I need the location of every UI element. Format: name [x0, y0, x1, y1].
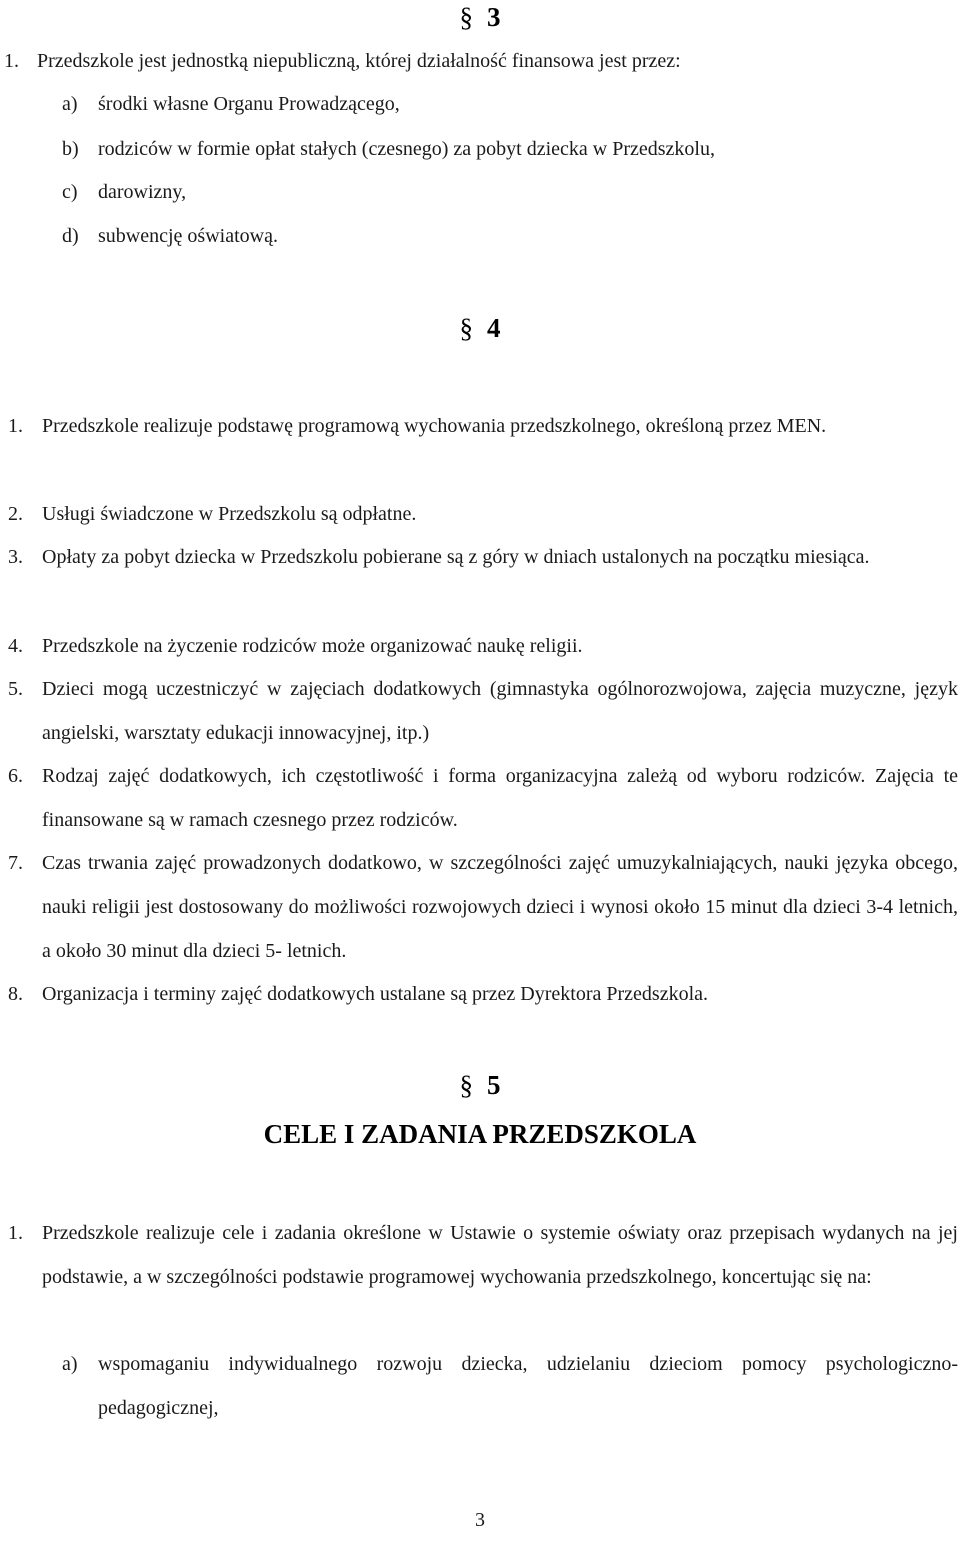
- item-number: 1.: [8, 1222, 23, 1244]
- item-number: b): [62, 138, 79, 160]
- item-text: Przedszkole jest jednostką niepubliczną, której działalność finansowa jest przez:: [37, 50, 681, 72]
- item-number: 6.: [8, 765, 23, 787]
- section-5-mark: [0, 1070, 960, 1100]
- section-4-item-5: [8, 667, 958, 755]
- item-text: darowizny,: [98, 181, 187, 203]
- item-number: a): [62, 1353, 78, 1375]
- item-text: Opłaty za pobyt dziecka w Przedszkolu pobierane są z góry w dniach ustalonych na początku miesiąca.: [42, 546, 870, 568]
- section-5-item-1: [8, 1211, 958, 1299]
- section-3-item-c: [62, 170, 922, 214]
- section-4-item-6: [8, 754, 958, 842]
- page-number: 3: [475, 1509, 485, 1531]
- section-4-item-7: [8, 841, 958, 973]
- section-4-item-2: [8, 492, 958, 536]
- section-symbol: §: [459, 2, 473, 32]
- section-4-item-1: [8, 404, 958, 448]
- section-3-item-a: [62, 82, 922, 126]
- section-3-mark: [0, 2, 960, 32]
- item-text: subwencję oświatową.: [98, 225, 278, 247]
- item-text: środki własne Organu Prowadzącego,: [98, 93, 400, 115]
- section-4-mark: [0, 313, 960, 343]
- item-number: 1.: [4, 50, 19, 72]
- item-number: 2.: [8, 503, 23, 525]
- item-text: Czas trwania zajęć prowadzonych dodatkowo, w szczególności zajęć umuzykalniających, nauki języka obcego, nauki religii jest dostosowany do możliwości rozwojowych dzieci i wynosi około 15 minut dla dzieci 3-4 letnich, a około 30 minut dla dzieci 5- letnich.: [42, 852, 958, 962]
- section-number: 5: [487, 1070, 501, 1100]
- item-number: 4.: [8, 635, 23, 657]
- item-text: Przedszkole realizuje cele i zadania określone w Ustawie o systemie oświaty oraz przepisach wydanych na jej podstawie, a w szczególności podstawie programowej wychowania przedszkolnego, koncertując się na:: [42, 1222, 958, 1288]
- section-5-heading: CELE I ZADANIA PRZEDSZKOLA: [263, 1119, 697, 1149]
- item-number: 5.: [8, 678, 23, 700]
- section-5-item-a: [62, 1342, 958, 1430]
- item-text: Organizacja i terminy zajęć dodatkowych ustalane są przez Dyrektora Przedszkola.: [42, 983, 709, 1005]
- section-3-item-b: [62, 127, 922, 171]
- item-number: c): [62, 181, 78, 203]
- section-4-item-4: [8, 624, 958, 668]
- item-number: 1.: [8, 415, 23, 437]
- section-3-item-1: [4, 39, 904, 83]
- item-number: a): [62, 93, 78, 115]
- item-number: 7.: [8, 852, 23, 874]
- section-symbol: §: [459, 1070, 473, 1100]
- section-4-item-3: [8, 535, 958, 579]
- item-text: Przedszkole realizuje podstawę programową wychowania przedszkolnego, określoną przez MEN.: [42, 415, 827, 437]
- item-text: Przedszkole na życzenie rodziców może organizować naukę religii.: [42, 635, 583, 657]
- item-text: rodziców w formie opłat stałych (czesnego) za pobyt dziecka w Przedszkolu,: [98, 138, 715, 160]
- item-text: Rodzaj zajęć dodatkowych, ich częstotliwość i forma organizacyjna zależą od wyboru rodziców. Zajęcia te finansowane są w ramach czesnego przez rodziców.: [42, 765, 958, 831]
- item-number: 3.: [8, 546, 23, 568]
- section-number: 3: [487, 2, 501, 32]
- section-4-item-8: [8, 972, 958, 1016]
- section-symbol: §: [459, 313, 473, 343]
- item-text: Dzieci mogą uczestniczyć w zajęciach dodatkowych (gimnastyka ogólnorozwojowa, zajęcia muzyczne, język angielski, warsztaty edukacji innowacyjnej, itp.): [42, 678, 958, 744]
- item-number: d): [62, 225, 79, 247]
- item-text: Usługi świadczone w Przedszkolu są odpłatne.: [42, 503, 417, 525]
- section-3-item-d: [62, 214, 922, 258]
- item-number: 8.: [8, 983, 23, 1005]
- section-number: 4: [487, 313, 501, 343]
- item-text: wspomaganiu indywidualnego rozwoju dziecka, udzielaniu dzieciom pomocy psychologiczno- pedagogicznej,: [98, 1353, 958, 1419]
